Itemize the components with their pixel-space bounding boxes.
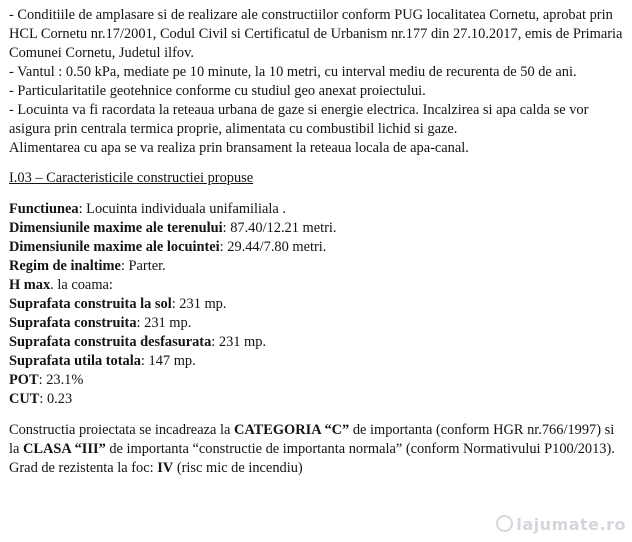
- spec-value: : 29.44/7.80 metri.: [219, 239, 327, 255]
- spec-label: Functiunea: [9, 201, 79, 217]
- spec-pot: [9, 371, 623, 390]
- spec-functiune: [9, 200, 623, 219]
- spec-label: CUT: [9, 391, 40, 407]
- spec-regim-inaltime: [9, 257, 623, 276]
- document-page: [9, 6, 623, 478]
- spec-suprafata-sol: [9, 295, 623, 314]
- intro-paragraph-2: - Vantul : 0.50 kPa, mediate pe 10 minute, la 10 metri, cu interval mediu de recurenta de 50 de ani.: [9, 64, 577, 80]
- spec-label: POT: [9, 372, 39, 388]
- spec-label: Regim de inaltime: [9, 258, 121, 274]
- spec-suprafata-construita: [9, 314, 623, 333]
- text-run: de importanta “constructie de importanta normala” (conform Normativului P100/2013).: [105, 441, 615, 457]
- section-heading: I.03 – Caracteristicile constructiei propuse: [9, 170, 254, 186]
- watermark-text: lajumate.ro: [516, 515, 626, 534]
- spec-dim-locuinta: [9, 238, 623, 257]
- class-label: CLASA “III”: [22, 441, 106, 457]
- intro-paragraph-4: - Locuinta va fi racordata la reteaua urbana de gaze si energie electrica. Incalzirea si apa calda se vor asigura prin centrala termica proprie, alimentata cu combustibil lichid si gaze.: [9, 102, 589, 137]
- spec-label: Suprafata construita: [9, 315, 137, 331]
- intro-paragraph-5: Alimentarea cu apa se va realiza prin bransament la reteaua locala de apa-canal.: [9, 140, 469, 156]
- spec-label: Dimensiunile maxime ale locuintei: [9, 239, 220, 255]
- spec-dim-teren: [9, 219, 623, 238]
- spec-suprafata-desfasurata: [9, 333, 623, 352]
- spec-label: Suprafata utila totala: [9, 353, 141, 369]
- intro-paragraph-3: - Particularitatile geotehnice conforme cu studiul geo anexat proiectului.: [9, 83, 426, 99]
- fire-resistance-paragraph: [9, 459, 623, 478]
- spec-value: : 87.40/12.21 metri.: [222, 220, 337, 236]
- classification-paragraph: [9, 421, 623, 459]
- spec-value: : 147 mp.: [140, 353, 196, 369]
- spec-value: . la coama:: [50, 277, 113, 293]
- intro-paragraph-1: - Conditiile de amplasare si de realizare ale constructiilor conform PUG localitatea Cornetu, aprobat prin HCL Cornetu nr.17/2001, Codul Civil si Certificatul de Urbanism nr.177 din 27.10.2017, emis de Primaria Comunei Cornetu, Judetul ilfov.: [9, 7, 623, 61]
- spec-value: : 23.1%: [38, 372, 84, 388]
- text-run: Grad de rezistenta la foc:: [9, 460, 158, 476]
- spec-suprafata-utila: [9, 352, 623, 371]
- spec-value: : 231 mp.: [136, 315, 192, 331]
- spec-label: Suprafata construita la sol: [9, 296, 172, 312]
- text-run: (risc mic de incendiu): [173, 460, 303, 476]
- spec-h-max: [9, 276, 623, 295]
- text-run: de importanta (conform HGR nr.766/1997) si la: [9, 422, 615, 457]
- spec-value: : Locuinta individuala unifamiliala .: [78, 201, 286, 217]
- watermark: [496, 515, 626, 534]
- category-label: CATEGORIA “C”: [233, 422, 350, 438]
- spec-value: : 0.23: [39, 391, 73, 407]
- spec-label: H max: [9, 277, 51, 293]
- spec-label: Suprafata construita desfasurata: [9, 334, 212, 350]
- spec-cut: [9, 390, 623, 409]
- spec-value: : Parter.: [120, 258, 166, 274]
- spec-label: Dimensiunile maxime ale terenului: [9, 220, 223, 236]
- specs-list: [9, 200, 623, 409]
- text-run: Constructia proiectata se incadreaza la: [9, 422, 234, 438]
- spec-value: : 231 mp.: [211, 334, 267, 350]
- watermark-logo-icon: [496, 515, 513, 532]
- fire-grade: IV: [157, 460, 174, 476]
- spec-value: : 231 mp.: [171, 296, 227, 312]
